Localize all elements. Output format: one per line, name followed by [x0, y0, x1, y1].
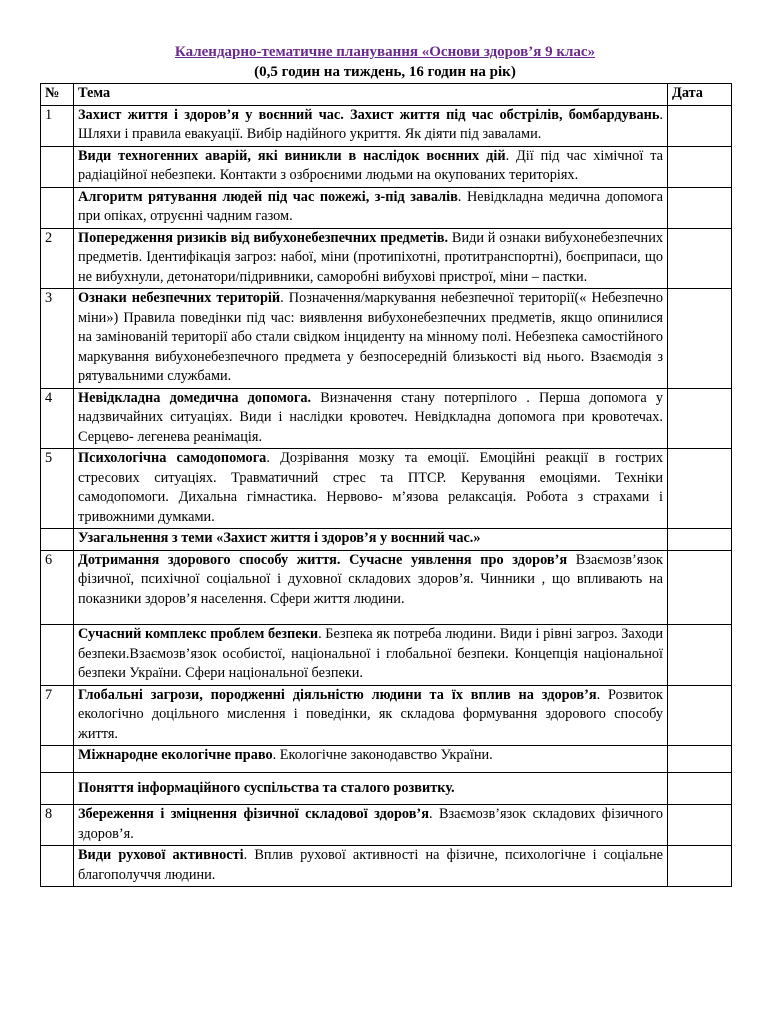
topic-text: . Невідкладна медична допомога при опіках, отруєнні чадним газом. [78, 188, 663, 224]
row-date [668, 550, 732, 625]
row-date [668, 228, 732, 289]
row-date [668, 146, 732, 187]
planning-table [40, 83, 732, 887]
row-date [668, 625, 732, 686]
table-row [41, 772, 732, 805]
row-date [668, 388, 732, 449]
row-topic [74, 449, 668, 529]
topic-text: . Шляхи і правила евакуації. Вибір надійного укриття. Як діяти під завалами. [78, 106, 663, 142]
row-number [41, 846, 74, 887]
topic-text: Взаємозв’язок фізичної, психічної соціальної і духовної складових здоров’я. Чинники , що впливають на показники здоров’я населення. Сфери життя людини. [78, 551, 663, 607]
row-number: 2 [41, 228, 74, 289]
row-number: 6 [41, 550, 74, 625]
topic-heading: Види рухової активності [78, 847, 244, 863]
table-row [41, 105, 732, 146]
table-row [41, 289, 732, 389]
row-number: 7 [41, 685, 74, 746]
row-date [668, 846, 732, 887]
row-number: 5 [41, 449, 74, 529]
row-date [668, 685, 732, 746]
row-topic [74, 550, 668, 625]
table-row [41, 187, 732, 228]
topic-heading: Попередження ризиків від вибухонебезпечних предметів. [78, 229, 449, 246]
topic-text: . Розвиток екологічно доцільного мислення і поведінки, як складова формування здорового способу життя. [78, 686, 663, 742]
row-number [41, 529, 74, 551]
row-topic [74, 772, 668, 805]
topic-text: . Безпека як потреба людини. Види і рівні загроз. Заходи безпеки.Взаємозв’язок особистої, національної і глобальної безпеки. Концепція національної безпеки України. Сфери національної безпеки. [78, 626, 663, 681]
topic-text: Види й ознаки вибухонебезпечних предметів. Ідентифікація загроз: набої, міни (протипіхотні, протитранспортні), боєприпаси, що не вибухнули, детонатори/підривники, саморобні вибухові пристрої, міни – пастки. [78, 229, 664, 285]
row-number: 8 [41, 805, 74, 846]
topic-heading: Алгоритм рятування людей під час пожежі, з-під завалів [78, 188, 458, 205]
row-number [41, 187, 74, 228]
row-number [41, 625, 74, 686]
topic-heading: Ознаки небезпечних територій [78, 290, 281, 306]
row-number: 1 [41, 105, 74, 146]
row-date [668, 289, 732, 389]
header-date: Дата [668, 84, 732, 106]
row-date [668, 529, 732, 551]
row-date [668, 746, 732, 773]
table-row [41, 388, 732, 449]
topic-heading: Поняття інформаційного суспільства та сталого розвитку. [78, 779, 455, 796]
topic-heading: Дотримання здорового способу життя. Сучасне уявлення про здоров’я [78, 551, 568, 568]
topic-heading: Невідкладна домедична допомога. [78, 389, 312, 406]
row-date [668, 187, 732, 228]
row-number [41, 772, 74, 805]
row-topic [74, 746, 668, 773]
topic-heading: Види техногенних аварій, які виникли в наслідок воєнних дій [78, 147, 506, 164]
row-topic [74, 228, 668, 289]
topic-heading: Міжнародне екологічне право [78, 747, 273, 763]
table-row [41, 529, 732, 551]
topic-text: . Дозрівання мозку та емоції. Емоційні реакції в гострих стресових ситуаціях. Травматичний стрес та ПТСР. Керування емоціями. Техніки самодопомоги. Дихальна гімнастика. Нервово- м’язова релаксація. Робота з страхами і тривожними думками. [78, 450, 663, 525]
header-number: № [41, 84, 74, 106]
row-number [41, 746, 74, 773]
row-topic [74, 529, 668, 551]
row-date [668, 805, 732, 846]
topic-text: Визначення стану потерпілого . Перша допомога у надзвичайних ситуаціях. Види і наслідки кровотеч. Невідкладна допомога при кровотечах. Серцево- легенева реанімація. [78, 389, 663, 445]
row-date [668, 772, 732, 805]
row-topic [74, 846, 668, 887]
topic-text: . Позначення/маркування небезпечної території(« Небезпечно міни») Правила поведінки під час: виявлення вибухонебезпечних предметів, якщо опинилися на замінованій території або стали свідком інциденту на мінному полі. Небезпека самостійного маркування вибухонебезпечного предмета у безпосередній близькості від нього. Взаємодія з рятувальними службами. [78, 290, 664, 384]
row-topic [74, 289, 668, 389]
table-row [41, 805, 732, 846]
row-number: 4 [41, 388, 74, 449]
table-row [41, 625, 732, 686]
table-header-row [41, 84, 732, 106]
topic-heading: Психологічна самодопомога [78, 450, 267, 466]
table-row [41, 746, 732, 773]
topic-text: . Дії під час хімічної та радіаційної небезпеки. Контакти з озброєними людьми на окупованих територіях. [78, 147, 664, 183]
topic-heading: Захист життя і здоров’я у воєнний час. Захист життя під час обстрілів, бомбардувань [78, 106, 660, 123]
row-number: 3 [41, 289, 74, 389]
page-title: Календарно-тематичне планування «Основи здоров’я 9 клас» [174, 44, 596, 60]
topic-text: . Вплив рухової активності на фізичне, психологічне і соціальне благополуччя людини. [78, 847, 663, 883]
topic-heading: Глобальні загрози, породженні діяльністю людини та їх вплив на здоров’я [78, 686, 597, 703]
topic-text: . Екологічне законодавство України. [272, 747, 493, 763]
row-topic [74, 625, 668, 686]
row-date [668, 105, 732, 146]
row-topic [74, 388, 668, 449]
row-topic [74, 187, 668, 228]
table-row [41, 846, 732, 887]
row-topic [74, 146, 668, 187]
topic-text: . Взаємозв’язок складових фізичного здоров’я. [78, 806, 663, 842]
row-number [41, 146, 74, 187]
topic-heading: Збереження і зміцнення фізичної складової здоров’я [78, 806, 429, 822]
row-date [668, 449, 732, 529]
row-topic [74, 105, 668, 146]
topic-heading: Узагальнення з теми «Захист життя і здоров’я у воєнний час.» [78, 530, 481, 546]
header-topic: Тема [74, 84, 668, 106]
row-topic [74, 805, 668, 846]
topic-heading: Сучасний комплекс проблем безпеки [78, 626, 319, 642]
table-row [41, 146, 732, 187]
table-row [41, 550, 732, 625]
table-row [41, 685, 732, 746]
table-row [41, 228, 732, 289]
row-topic [74, 685, 668, 746]
table-row [41, 449, 732, 529]
page-subtitle: (0,5 годин на тиждень, 16 годин на рік) [254, 64, 516, 80]
